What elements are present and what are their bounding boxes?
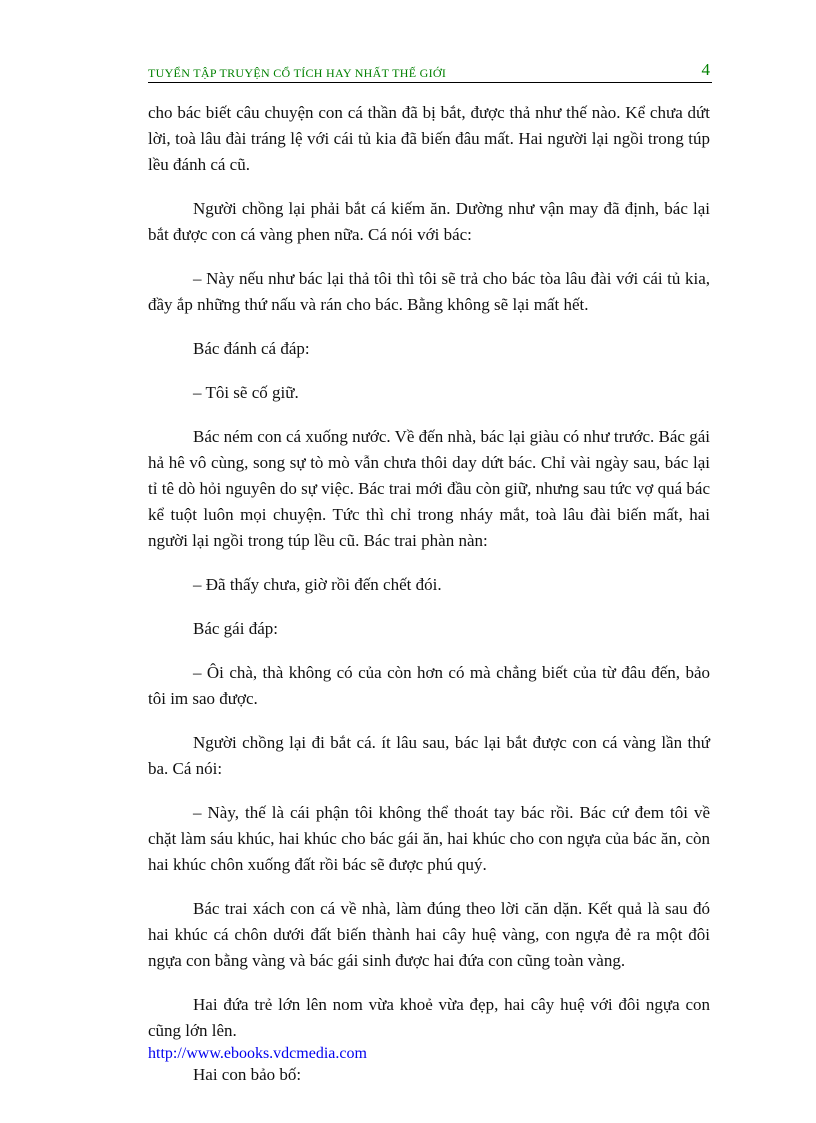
paragraph: cho bác biết câu chuyện con cá thần đã bị bắt, được thả như thế nào. Kể chưa dứt lời, toà lâu đài tráng lệ với cái tủ kia đã biến đâu mất. Hai người lại ngồi trong túp lều đánh cá cũ. — [148, 103, 710, 174]
paragraph: Người chồng lại đi bắt cá. ít lâu sau, bác lại bắt được con cá vàng lần thứ ba. Cá nói: — [148, 733, 710, 778]
paragraph: Hai đứa trẻ lớn lên nom vừa khoẻ vừa đẹp, hai cây huệ với đôi ngựa con cũng lớn lên. — [148, 995, 710, 1040]
paragraph: Bác trai xách con cá về nhà, làm đúng theo lời căn dặn. Kết quả là sau đó hai khúc cá chôn dưới đất biến thành hai cây huệ vàng, con ngựa đẻ ra một đôi ngựa con bằng vàng và bác gái sinh được hai đứa con cũng toàn vàng. — [148, 899, 710, 970]
paragraph: Bác ném con cá xuống nước. Về đến nhà, bác lại giàu có như trước. Bác gái hả hê vô cùng, song sự tò mò vẫn chưa thôi day dứt bác. Chỉ vài ngày sau, bác lại tỉ tê dò hỏi nguyên do sự việc. Bác trai mới đầu còn giữ, nhưng sau tức vợ quá bác kể tuột luôn mọi chuyện. Tức thì chỉ trong nháy mắt, toà lâu đài biến mất, hai người lại ngồi trong túp lều cũ. Bác trai phàn nàn: — [148, 427, 710, 550]
paragraph: Bác đánh cá đáp: — [193, 339, 310, 358]
dialogue-paragraph: – Này nếu như bác lại thả tôi thì tôi sẽ trả cho bác tòa lâu đài với cái tủ kia, đầy ắp những thứ nấu và rán cho bác. Bằng không sẽ lại mất hết. — [148, 269, 710, 314]
dialogue-paragraph: – Này, thế là cái phận tôi không thể thoát tay bác rồi. Bác cứ đem tôi về chặt làm sáu khúc, hai khúc cho bác gái ăn, hai khúc cho con ngựa của bác ăn, còn hai khúc chôn xuống đất rồi bác sẽ được phú quý. — [148, 803, 710, 874]
paragraph: Hai con bảo bố: — [193, 1065, 302, 1084]
website-link[interactable]: http://www.ebooks.vdcmedia.com — [148, 1045, 367, 1062]
dialogue-paragraph: – Đã thấy chưa, giờ rồi đến chết đói. — [193, 575, 442, 594]
book-title: TUYỂN TẬP TRUYỆN CỔ TÍCH HAY NHẤT THẾ GIỚI — [148, 66, 447, 80]
dialogue-paragraph: – Ôi chà, thà không có của còn hơn có mà chẳng biết của từ đâu đến, bảo tôi im sao được. — [148, 663, 710, 708]
story-text — [148, 100, 710, 1106]
page-header — [148, 60, 712, 83]
dialogue-paragraph: – Tôi sẽ cố giữ. — [193, 383, 299, 402]
paragraph: Bác gái đáp: — [193, 619, 278, 638]
page-number: 4 — [701, 60, 710, 79]
paragraph: Người chồng lại phải bắt cá kiếm ăn. Dường như vận may đã định, bác lại bắt được con cá vàng phen nữa. Cá nói với bác: — [148, 199, 710, 244]
